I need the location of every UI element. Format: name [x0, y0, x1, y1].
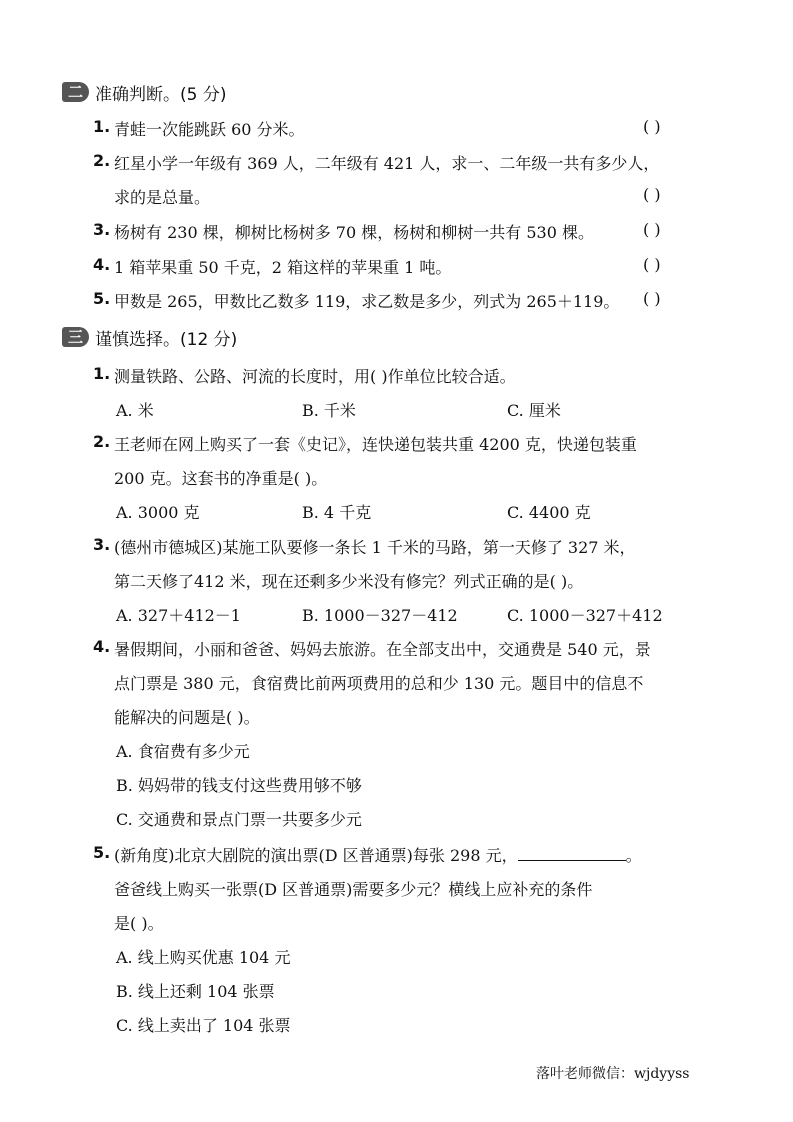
question-text: 1 箱苹果重 50 千克，2 箱这样的苹果重 1 吨。	[114, 258, 452, 277]
question-text-part: 。	[625, 846, 642, 865]
question-text: 能解决的问题是( )。	[114, 708, 260, 727]
option-a[interactable]: A. 3000 克	[116, 503, 200, 522]
option-c[interactable]: C. 厘米	[507, 401, 561, 420]
question-text: 红星小学一年级有 369 人，二年级有 421 人，求一、二年级一共有多少人，	[114, 154, 660, 173]
option-b[interactable]: B. 线上还剩 104 张票	[116, 982, 275, 1001]
section-2-title	[95, 80, 226, 105]
option-a[interactable]: A. 线上购买优惠 104 元	[116, 948, 291, 967]
option-b[interactable]: B. 4 千克	[302, 503, 372, 522]
section-3-title-text: 谨慎选择。	[95, 329, 180, 350]
question-number: 3.	[93, 220, 111, 239]
question-text	[114, 843, 642, 866]
question-text: 第二天修了412 米，现在还剩多少米没有修完？列式正确的是( )。	[114, 572, 584, 591]
section-2-title-text: 准确判断。	[95, 84, 180, 105]
fill-blank-line[interactable]	[518, 846, 626, 861]
section-3-score: (12 分)	[180, 329, 238, 350]
option-c[interactable]: C. 交通费和景点门票一共要多少元	[116, 810, 362, 829]
question-text: 点门票是 380 元，食宿费比前两项费用的总和少 130 元。题目中的信息不	[114, 674, 644, 693]
answer-parentheses[interactable]: ( )	[643, 255, 661, 274]
question-text: 杨树有 230 棵，柳树比杨树多 70 棵，杨树和柳树一共有 530 棵。	[114, 223, 594, 242]
question-text: 甲数是 265，甲数比乙数多 119，求乙数是多少，列式为 265＋119。	[114, 292, 620, 311]
question-number: 5.	[93, 843, 111, 862]
option-a[interactable]: A. 米	[116, 401, 154, 420]
option-b[interactable]: B. 1000－327－412	[302, 606, 458, 625]
answer-parentheses[interactable]: ( )	[643, 185, 661, 204]
question-text: 爸爸线上购买一张票(D 区普通票)需要多少元？横线上应补充的条件	[114, 880, 593, 899]
option-c[interactable]: C. 1000－327＋412	[507, 606, 663, 625]
question-text: 是( )。	[114, 914, 164, 933]
section-3-header	[62, 325, 237, 349]
option-c[interactable]: C. 4400 克	[507, 503, 591, 522]
question-text: 测量铁路、公路、河流的长度时，用( )作单位比较合适。	[114, 367, 516, 386]
section-3-title	[95, 325, 237, 350]
option-a[interactable]: A. 327＋412－1	[116, 606, 241, 625]
answer-parentheses[interactable]: ( )	[643, 220, 661, 239]
question-text: 200 克。这套书的净重是( )。	[114, 469, 328, 488]
section-2-badge: 二	[62, 82, 89, 102]
question-number: 2.	[93, 432, 111, 451]
question-number: 1.	[93, 364, 111, 383]
option-a[interactable]: A. 食宿费有多少元	[116, 742, 250, 761]
question-number: 1.	[93, 117, 111, 136]
section-2-header	[62, 80, 226, 104]
question-number: 4.	[93, 255, 111, 274]
question-number: 2.	[93, 151, 111, 170]
option-c[interactable]: C. 线上卖出了 104 张票	[116, 1016, 291, 1035]
question-text: 求的是总量。	[114, 188, 211, 207]
question-text: 王老师在网上购买了一套《史记》，连快递包装共重 4200 克，快递包装重	[114, 435, 637, 454]
option-b[interactable]: B. 妈妈带的钱支付这些费用够不够	[116, 776, 362, 795]
answer-parentheses[interactable]: ( )	[643, 289, 661, 308]
question-text: 青蛙一次能跳跃 60 分米。	[114, 120, 305, 139]
answer-parentheses[interactable]: ( )	[643, 117, 661, 136]
question-number: 4.	[93, 637, 111, 656]
question-text: (德州市德城区)某施工队要修一条长 1 千米的马路，第一天修了 327 米，	[114, 538, 636, 557]
footer-contact: 落叶老师微信：wjdyyss	[536, 1066, 690, 1082]
question-text-part: (新角度)北京大剧院的演出票(D 区普通票)每张 298 元，	[114, 846, 518, 865]
question-number: 3.	[93, 535, 111, 554]
option-b[interactable]: B. 千米	[302, 401, 356, 420]
section-2-score: (5 分)	[180, 84, 227, 105]
section-3-badge: 三	[62, 327, 89, 347]
question-number: 5.	[93, 289, 111, 308]
question-text: 暑假期间，小丽和爸爸、妈妈去旅游。在全部支出中，交通费是 540 元，景	[114, 640, 651, 659]
